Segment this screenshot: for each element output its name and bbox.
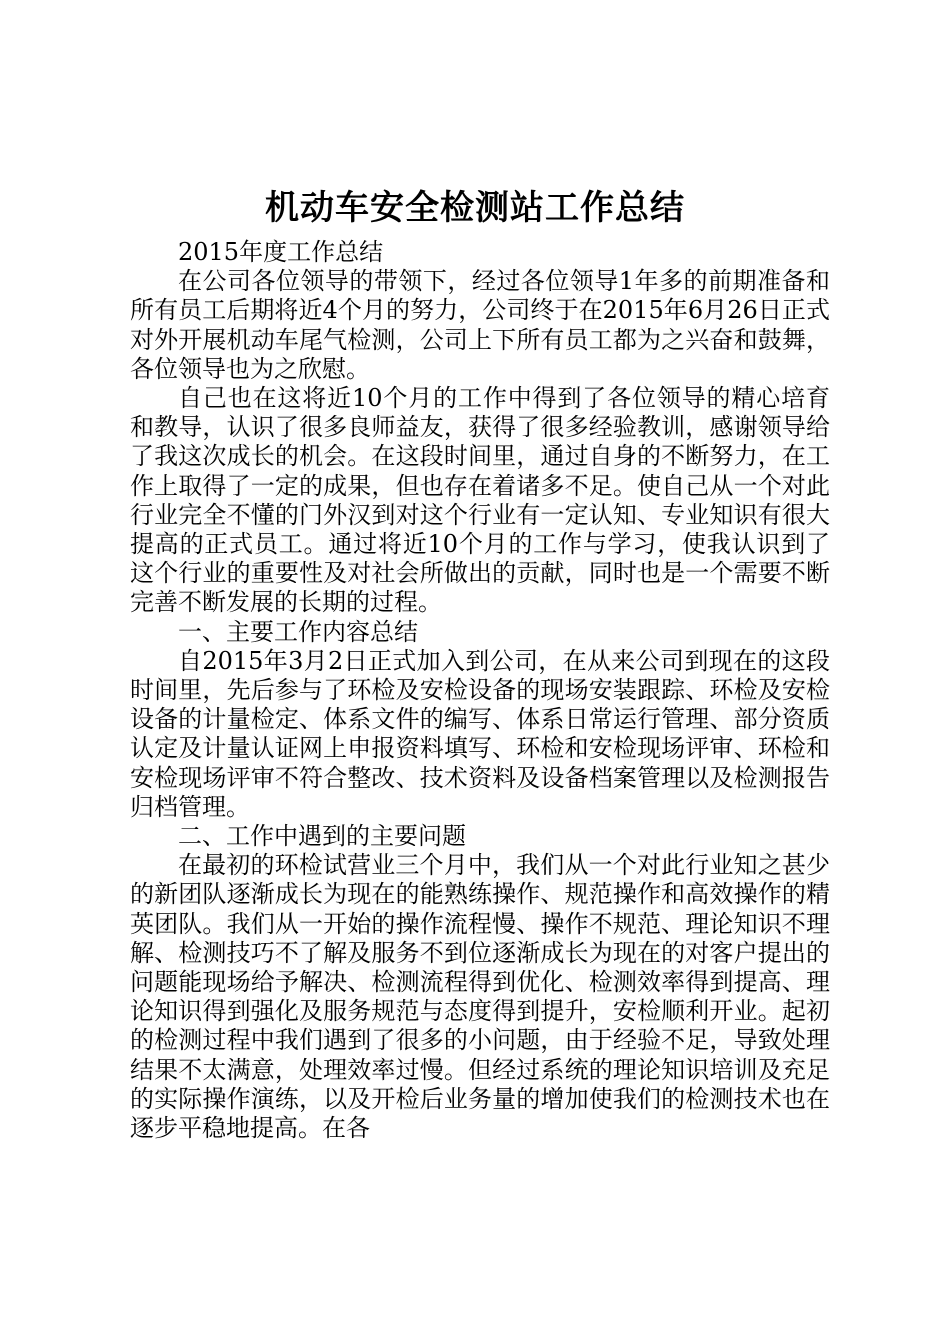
section-heading-main-work: 一、主要工作内容总结 bbox=[178, 617, 418, 646]
report-subtitle: 2015年度工作总结 bbox=[178, 238, 384, 266]
document-title: 机动车安全检测站工作总结 bbox=[265, 188, 685, 228]
document-body bbox=[130, 238, 830, 1143]
paragraph-problems: 在最初的环检试营业三个月中，我们从一个对此行业知之甚少的新团队逐渐成长为现在的能熟练操作、规范操作和高效操作的精英团队。我们从一开始的操作流程慢、操作不规范、理论知识不理解、检测技巧不了解及服务不到位逐渐成长为现在的对客户提出的问题能现场给予解决、检测流程得到优化、检测效率得到提高、理论知识得到强化及服务规范与态度得到提升，安检顺利开业。起初的检测过程中我们遇到了很多的小问题，由于经验不足，导致处理结果不太满意，处理效率过慢。但经过系统的理论知识培训及充足的实际操作演练，以及开检后业务量的增加使我们的检测技术也在逐步平稳地提高。在各 bbox=[130, 851, 830, 1143]
paragraph-growth: 自己也在这将近10个月的工作中得到了各位领导的精心培育和教导，认识了很多良师益友，获得了很多经验教训，感谢领导给了我这次成长的机会。在这段时间里，通过自身的不断努力，在工作上取得了一定的成果，但也存在着诸多不足。使自己从一个对此行业完全不懂的门外汉到对这个行业有一定认知、专业知识有很大提高的正式员工。通过将近10个月的工作与学习，使我认识到了这个行业的重要性及对社会所做出的贡献，同时也是一个需要不断完善不断发展的长期的过程。 bbox=[130, 384, 830, 617]
paragraph-main-work: 自2015年3月2日正式加入到公司，在从来公司到现在的这段时间里，先后参与了环检及安检设备的现场安装跟踪、环检及安检设备的计量检定、体系文件的编写、体系日常运行管理、部分资质认定及计量认证网上申报资料填写、环检和安检现场评审、环检和安检现场评审不符合整改、技术资料及设备档案管理以及检测报告归档管理。 bbox=[130, 646, 830, 821]
section-heading-problems: 二、工作中遇到的主要问题 bbox=[178, 822, 466, 851]
paragraph-intro: 在公司各位领导的带领下，经过各位领导1年多的前期准备和所有员工后期将近4个月的努力，公司终于在2015年6月26日正式对外开展机动车尾气检测，公司上下所有员工都为之兴奋和鼓舞，各位领导也为之欣慰。 bbox=[130, 267, 830, 383]
